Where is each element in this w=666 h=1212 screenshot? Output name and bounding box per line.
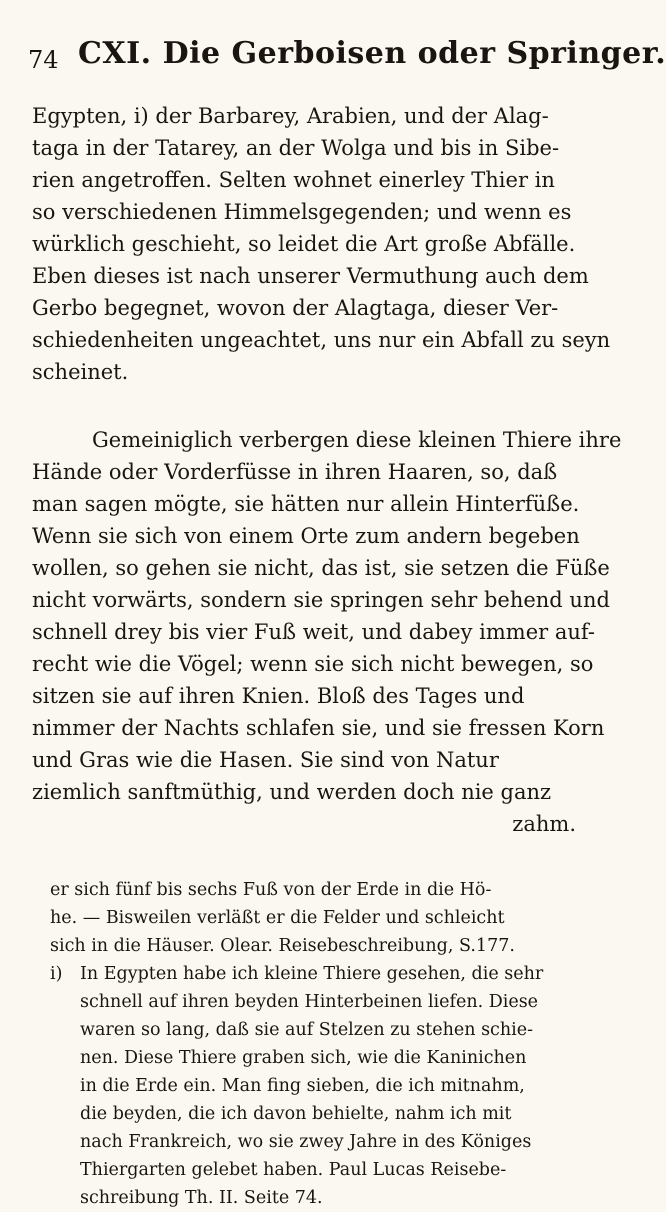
footnote-line: he. — Bisweilen verläßt er die Felder und schleicht xyxy=(50,908,505,928)
main-text xyxy=(32,100,622,840)
text-line: so verschiedenen Himmelsgegenden; und wenn es xyxy=(32,200,572,224)
footnote-line: er sich fünf bis sechs Fuß von der Erde in die Hö- xyxy=(50,880,492,900)
text-line: nicht vorwärts, sondern sie springen sehr behend und xyxy=(32,588,610,612)
footnote-i xyxy=(50,960,590,1212)
footnote-line: schnell auf ihren beyden Hinterbeinen liefen. Diese xyxy=(80,992,539,1012)
footnote-text: In Egypten habe ich kleine Thiere gesehen, die sehr xyxy=(80,964,544,984)
text-line: ziemlich sanftmüthig, und werden doch nie ganz xyxy=(32,780,552,804)
footnote-line: waren so lang, daß sie auf Stelzen zu stehen schie- xyxy=(80,1020,533,1040)
text-line: taga in der Tatarey, an der Wolga und bis in Sibe- xyxy=(32,136,560,160)
chapter-title: CXI. Die Gerboisen oder Springer. xyxy=(78,36,666,71)
text-line: wollen, so gehen sie nicht, das ist, sie setzen die Füße xyxy=(32,556,610,580)
page-header xyxy=(28,30,666,80)
footnote-continuation xyxy=(50,876,590,960)
footnote-line: schreibung Th. II. Seite 74. xyxy=(80,1188,323,1208)
footnote-line xyxy=(50,960,590,988)
text-line: rien angetroffen. Selten wohnet einerley Thier in xyxy=(32,168,555,192)
footnote-line: die beyden, die ich davon behielte, nahm ich mit xyxy=(80,1104,512,1124)
footnote-line: in die Erde ein. Man fing sieben, die ich mitnahm, xyxy=(80,1076,525,1096)
page-number: 74 xyxy=(28,46,59,74)
text-line: Eben dieses ist nach unserer Vermuthung auch dem xyxy=(32,264,589,288)
text-line: sitzen sie auf ihren Knien. Bloß des Tages und xyxy=(32,684,525,708)
footnote-marker: i) xyxy=(50,964,63,984)
text-line: schiedenheiten ungeachtet, uns nur ein Abfall zu seyn xyxy=(32,328,611,352)
text-line: Hände oder Vorderfüsse in ihren Haaren, so, daß xyxy=(32,460,558,484)
text-line: nimmer der Nachts schlafen sie, und sie fressen Korn xyxy=(32,716,605,740)
text-line: schnell drey bis vier Fuß weit, und dabey immer auf- xyxy=(32,620,596,644)
paragraph-gap xyxy=(32,388,584,424)
paragraph-1 xyxy=(32,100,611,388)
footnote-line: Thiergarten gelebet haben. Paul Lucas Reisebe- xyxy=(80,1160,507,1180)
footnote-line: nen. Diese Thiere graben sich, wie die Kaninichen xyxy=(80,1048,527,1068)
text-line: und Gras wie die Hasen. Sie sind von Natur xyxy=(32,748,499,772)
text-line: Gerbo begegnet, wovon der Alagtaga, dieser Ver- xyxy=(32,296,559,320)
footnote-line: sich in die Häuser. Olear. Reisebeschreibung, S.177. xyxy=(50,936,515,956)
text-line: Wenn sie sich von einem Orte zum andern begeben xyxy=(32,524,580,548)
text-line: scheinet. xyxy=(32,360,129,384)
catchword: zahm. xyxy=(512,812,576,836)
footnotes xyxy=(50,876,590,1212)
text-line: man sagen mögte, sie hätten nur allein Hinterfüße. xyxy=(32,492,580,516)
text-line: Gemeiniglich verbergen diese kleinen Thiere ihre xyxy=(92,428,622,452)
paragraph-2 xyxy=(32,424,622,840)
text-line: recht wie die Vögel; wenn sie sich nicht bewegen, so xyxy=(32,652,594,676)
text-line: Egypten, i) der Barbarey, Arabien, und der Alag- xyxy=(32,104,549,128)
text-line: würklich geschieht, so leidet die Art große Abfälle. xyxy=(32,232,576,256)
footnote-line: nach Frankreich, wo sie zwey Jahre in des Königes xyxy=(80,1132,532,1152)
